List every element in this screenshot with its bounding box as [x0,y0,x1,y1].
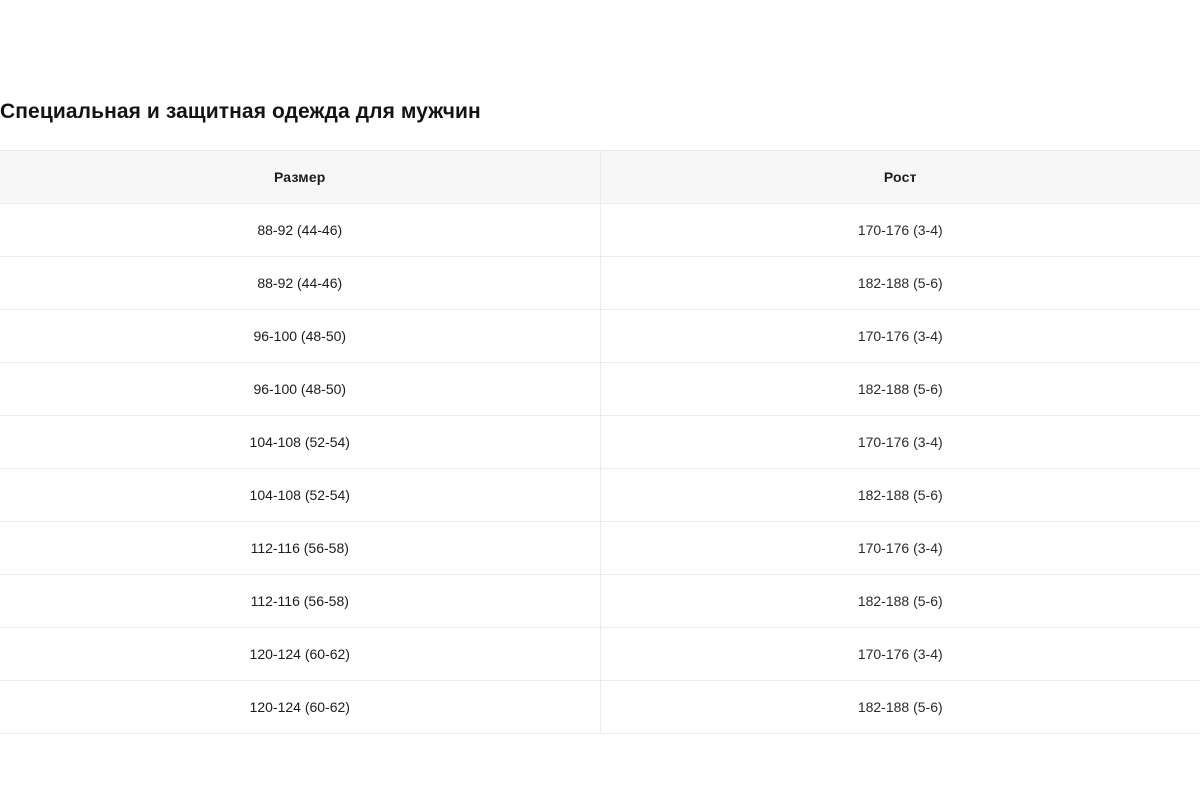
table-row [0,416,1200,469]
column-header-size: Размер [0,151,600,204]
cell-size: 120-124 (60-62) [0,681,600,734]
cell-height: 170-176 (3-4) [600,416,1200,469]
table-row [0,363,1200,416]
cell-size: 88-92 (44-46) [0,204,600,257]
table-body [0,204,1200,734]
cell-height: 182-188 (5-6) [600,469,1200,522]
cell-size: 112-116 (56-58) [0,575,600,628]
cell-size: 96-100 (48-50) [0,363,600,416]
table-header [0,151,1200,204]
table-header-row [0,151,1200,204]
table-row [0,575,1200,628]
page-title: Специальная и защитная одежда для мужчин [0,100,481,124]
size-table [0,150,1200,734]
cell-size: 96-100 (48-50) [0,310,600,363]
table-row [0,681,1200,734]
cell-size: 112-116 (56-58) [0,522,600,575]
cell-size: 88-92 (44-46) [0,257,600,310]
cell-height: 170-176 (3-4) [600,522,1200,575]
cell-size: 104-108 (52-54) [0,416,600,469]
cell-size: 104-108 (52-54) [0,469,600,522]
table-row [0,469,1200,522]
cell-size: 120-124 (60-62) [0,628,600,681]
cell-height: 170-176 (3-4) [600,628,1200,681]
table-row [0,522,1200,575]
cell-height: 182-188 (5-6) [600,575,1200,628]
cell-height: 182-188 (5-6) [600,363,1200,416]
cell-height: 170-176 (3-4) [600,204,1200,257]
cell-height: 182-188 (5-6) [600,681,1200,734]
cell-height: 182-188 (5-6) [600,257,1200,310]
cell-height: 170-176 (3-4) [600,310,1200,363]
table-row [0,628,1200,681]
table-row [0,257,1200,310]
column-header-height: Рост [600,151,1200,204]
table-row [0,204,1200,257]
table-row [0,310,1200,363]
